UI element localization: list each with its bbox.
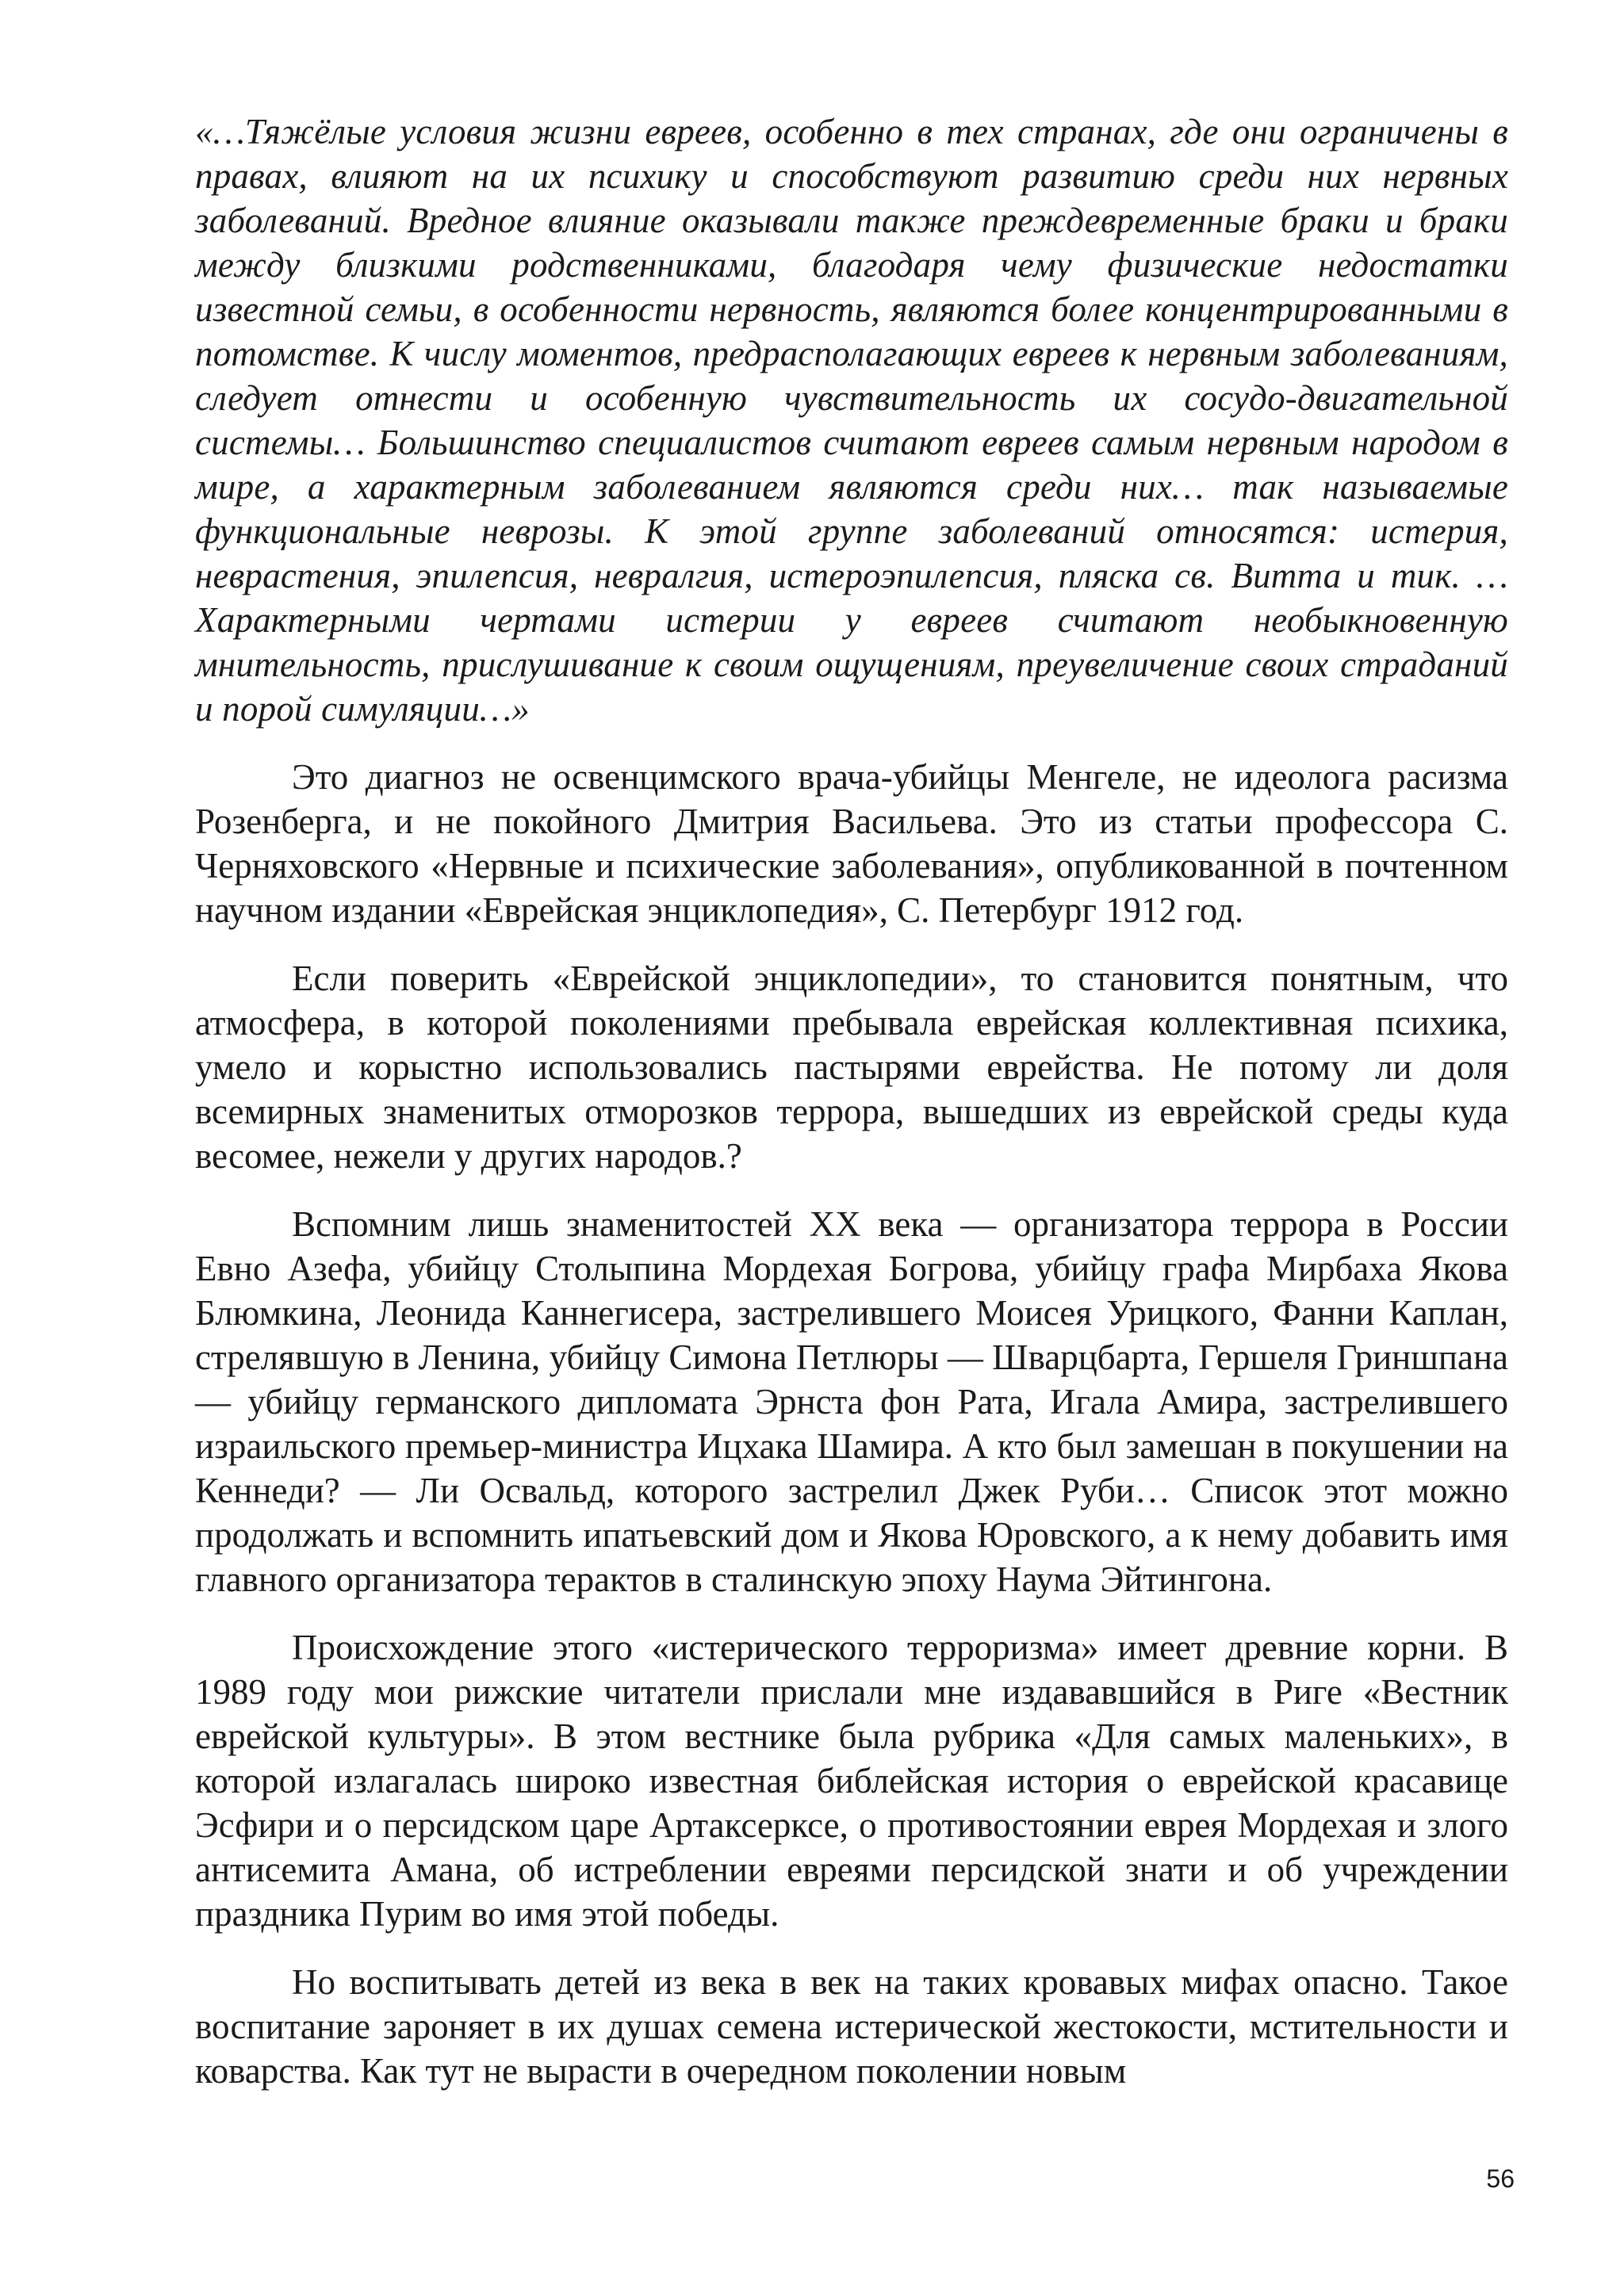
- page-number: 56: [1486, 2164, 1515, 2193]
- paragraph-origin: Происхождение этого «истерического терроризма» имеет древние корни. В 1989 году мои рижские читатели прислали мне издававшийся в Риге «Вестник еврейской культуры». В этом вестнике была рубрика «Для самых маленьких», в которой излагалась широко известная библейская история о еврейской красавице Эсфири и о персидском царе Артаксерксе, о противостоянии еврея Мордехая и злого антисемита Амана, об истреблении евреями персидской знати и об учреждении праздника Пурим во имя этой победы.: [195, 1628, 1508, 1934]
- body-text: [195, 109, 1508, 2093]
- paragraph-upbringing: Но воспитывать детей из века в век на таких кровавых мифах опасно. Такое воспитание зароняет в их душах семена истерической жестокости, мстительности и коварства. Как тут не вырасти в очередном поколении новым: [195, 1962, 1508, 2091]
- paragraph-mengele: Это диагноз не освенцимского врача-убийцы Менгеле, не идеолога расизма Розенберга, и не покойного Дмитрия Васильева. Это из статьи профессора С. Черняховского «Нервные и психические заболевания», опубликованной в почтенном научном издании «Еврейская энциклопедия», С. Петербург 1912 год.: [195, 757, 1508, 930]
- paragraph-encyclopedia: Если поверить «Еврейской энциклопедии», то становится понятным, что атмосфера, в которой поколениями пребывала еврейская коллективная психика, умело и корыстно использовались пастырями еврейства. Не потому ли доля всемирных знаменитых отморозков террора, вышедших из еврейской среды куда весомее, нежели у других народов.?: [195, 959, 1508, 1176]
- paragraph-terror-list: Вспомним лишь знаменитостей XX века — организатора террора в России Евно Азефа, убийцу Столыпина Мордехая Богрова, убийцу графа Мирбаха Якова Блюмкина, Леонида Каннегисера, застрелившего Моисея Урицкого, Фанни Каплан, стрелявшую в Ленина, убийцу Симона Петлюры — Шварцбарта, Гершеля Гриншпана — убийцу германского дипломата Эрнста фон Рата, Игала Амира, застрелившего израильского премьер-министра Ицхака Шамира. А кто был замешан в покушении на Кеннеди? — Ли Освальд, которого застрелил Джек Руби… Список этот можно продолжать и вспомнить ипатьевский дом и Якова Юровского, а к нему добавить имя главного организатора терактов в сталинскую эпоху Наума Эйтингона.: [195, 1204, 1508, 1599]
- block-quote: «…Тяжёлые условия жизни евреев, особенно в тех странах, где они ограничены в правах, влияют на их психику и способствуют развитию среди них нервных заболеваний. Вредное влияние оказывали также преждевременные браки и браки между близкими родственниками, благодаря чему физические недостатки известной семьи, в особенности нервность, являются более концентрированными в потомстве. К числу моментов, предрасполагающих евреев к нервным заболеваниям, следует отнести и особенную чувствительность их сосудо-двигательной системы… Большинство специалистов считают евреев самым нервным народом в мире, а характерным заболеванием являются среди них… так называемые функциональные неврозы. К этой группе заболеваний относятся: истерия, неврастения, эпилепсия, невралгия, истероэпилепсия, пляска св. Витта и тик. …Характерными чертами истерии у евреев считают необыкновенную мнительность, прислушивание к своим ощущениям, преувеличение своих страданий и порой симуляции…»: [195, 112, 1508, 729]
